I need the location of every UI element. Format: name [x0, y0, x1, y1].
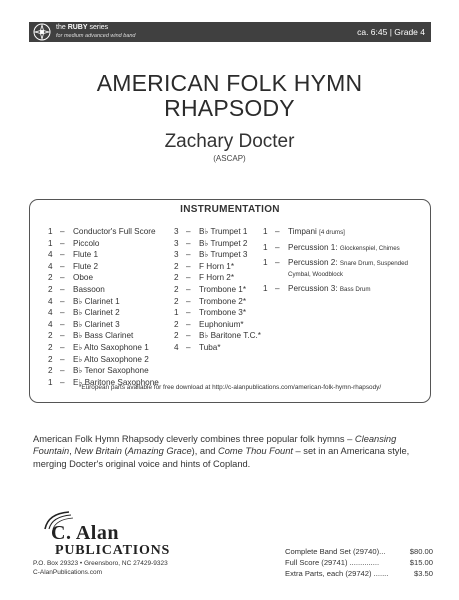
dash-separator: – [60, 261, 65, 271]
instrument-quantity: 1 [48, 377, 53, 387]
instrument-name [199, 284, 246, 296]
dash-separator: – [186, 227, 191, 236]
european-parts-note: *European parts available for free download at http://c-alanpublications.com/american-folk-hymn-rhapsody/ [78, 384, 382, 391]
instrument-quantity: 1 [263, 284, 268, 294]
composer-society: (ASCAP) [213, 154, 246, 163]
dash-separator: – [186, 238, 191, 248]
instrument-name [199, 261, 234, 273]
instrument-name [73, 261, 98, 273]
instrument-label: Piccolo [73, 238, 100, 248]
instrument-quantity: 4 [48, 250, 53, 260]
instrument-detail: Cymbal, Woodblock [288, 271, 343, 279]
instrument-name [199, 272, 234, 284]
instrument-label: Trombone 2* [199, 296, 247, 306]
instrument-label: Flute 1 [73, 250, 99, 260]
duration-grade: ca. 6:45 | Grade 4 [357, 27, 425, 37]
instrument-name [288, 242, 400, 255]
instrumentation-box [29, 199, 431, 403]
hymn-title: Come Thou Fount [218, 446, 293, 457]
instrument-quantity: 3 [174, 250, 179, 260]
price-label: Complete Band Set (29740)... [285, 547, 386, 556]
dash-separator: – [60, 284, 65, 294]
instrument-quantity: 2 [174, 319, 179, 329]
instrument-quantity: 1 [48, 227, 53, 236]
instrument-label: F Horn 2* [199, 273, 235, 283]
instrument-quantity: 2 [174, 331, 179, 341]
instrument-label: B♭ Trumpet 3 [199, 250, 248, 260]
instrument-label: B♭ Trumpet 1 [199, 227, 248, 236]
instrument-detail: Bass Drum [339, 286, 371, 294]
instrument-quantity: 1 [263, 242, 268, 252]
instrument-name [288, 258, 408, 280]
publisher-address: P.O. Box 29323 • Greensboro, NC 27429-9323 [33, 560, 168, 567]
instrument-detail: Snare Drum, Suspended [339, 260, 408, 268]
instrument-name [73, 272, 93, 284]
instrument-quantity: 2 [174, 296, 179, 306]
price-list [285, 546, 433, 579]
instrument-quantity: 3 [174, 238, 179, 248]
instrument-name [73, 284, 105, 296]
dash-separator: – [186, 342, 191, 352]
instrument-quantity: 4 [48, 308, 53, 318]
instrument-label: B♭ Bass Clarinet [73, 331, 134, 341]
instrument-name [199, 307, 246, 319]
dash-separator: – [60, 250, 65, 260]
piece-description: American Folk Hymn Rhapsody cleverly combines three popular folk hymns – Cleansing Fountain, New Britain (Amazing Grace), and Come Thou Fount – set in an Americana style, merging Docter's original voice and hints of Copland. [33, 434, 410, 469]
publisher-name: C. Alan [51, 522, 119, 544]
dash-separator: – [60, 296, 65, 306]
dash-separator: – [186, 331, 191, 341]
instrument-label: B♭ Trumpet 2 [199, 238, 248, 248]
instrument-label: E♭ Baritone Saxophone [73, 377, 159, 387]
instrument-name [73, 365, 149, 377]
instrument-name [73, 238, 99, 250]
price-value: $3.50 [413, 569, 433, 578]
instrument-quantity: 2 [48, 366, 53, 376]
instrument-name [73, 330, 133, 342]
price-row [285, 546, 433, 557]
instrument-name [199, 238, 247, 250]
instrument-name [73, 296, 120, 308]
instrument-quantity: 2 [174, 261, 179, 271]
dash-separator: – [60, 319, 65, 329]
instrument-label: Conductor's Full Score [73, 227, 156, 236]
instrument-name [73, 226, 156, 238]
hymn-title: Cleansing Fountain [33, 434, 397, 457]
dash-separator: – [60, 354, 65, 364]
dash-separator: – [275, 227, 280, 236]
dash-separator: – [186, 250, 191, 260]
dash-separator: – [60, 366, 65, 376]
dash-separator: – [60, 342, 65, 352]
instrument-quantity: 2 [48, 331, 53, 341]
instrument-label: Bassoon [73, 284, 105, 294]
instrument-name [73, 354, 149, 366]
ruby-series-emblem-icon [33, 23, 51, 41]
publisher-subname: PUBLICATIONS [55, 543, 171, 558]
dash-separator: – [60, 238, 65, 248]
instrument-name [288, 283, 371, 296]
instrument-label: Trombone 3* [199, 308, 247, 318]
dash-separator: – [275, 242, 280, 252]
hymn-title: New Britain [74, 446, 122, 457]
instrument-name [288, 226, 345, 239]
instrument-quantity: 4 [48, 261, 53, 271]
instrument-name [199, 249, 247, 261]
instrument-detail: [4 drums] [319, 229, 345, 236]
instrument-label: Percussion 3: [288, 284, 338, 294]
instrument-quantity: 2 [48, 284, 53, 294]
dash-separator: – [186, 261, 191, 271]
series-header-bar [29, 22, 431, 42]
dash-separator: – [60, 273, 65, 283]
price-row [285, 568, 433, 579]
price-label: Extra Parts, each (29742) ....... [285, 569, 389, 578]
instrument-quantity: 2 [174, 273, 179, 283]
instrument-detail: Glockenspiel, Chimes [339, 244, 400, 252]
instrument-quantity: 3 [174, 227, 179, 236]
instrument-name [73, 249, 98, 261]
instrument-label: Trombone 1* [199, 284, 247, 294]
hymn-title: Amazing Grace [127, 446, 192, 457]
instrument-name [199, 330, 261, 342]
dash-separator: – [60, 377, 65, 387]
instrument-label: E♭ Alto Saxophone 2 [73, 354, 149, 364]
publisher-website: C-AlanPublications.com [33, 569, 103, 576]
price-row [285, 557, 433, 568]
instrument-quantity: 4 [48, 296, 53, 306]
publisher-logo [31, 509, 181, 559]
instrument-name [199, 296, 246, 308]
instrument-label: F Horn 1* [199, 261, 235, 271]
instrument-label: B♭ Baritone T.C.* [199, 331, 261, 341]
dash-separator: – [186, 273, 191, 283]
instrument-label: Percussion 2: [288, 258, 338, 268]
price-label: Full Score (29741) .............. [285, 558, 380, 567]
instrument-label: Percussion 1: [288, 242, 338, 252]
instrument-quantity: 2 [48, 342, 53, 352]
instrument-label: B♭ Clarinet 1 [73, 296, 120, 306]
instrument-label: B♭ Clarinet 3 [73, 319, 120, 329]
instrument-quantity: 2 [174, 284, 179, 294]
instrument-quantity: 4 [174, 342, 179, 352]
dash-separator: – [186, 284, 191, 294]
composer-name: Zachary Docter [164, 131, 295, 152]
instrument-label: E♭ Alto Saxophone 1 [73, 342, 149, 352]
instrument-quantity: 1 [263, 258, 268, 268]
instrument-name [199, 319, 244, 331]
dash-separator: – [60, 308, 65, 318]
dash-separator: – [186, 319, 191, 329]
instrument-name [73, 307, 120, 319]
instrument-name [199, 342, 221, 354]
page-title-line-2: RHAPSODY [164, 95, 295, 121]
instrument-label: Oboe [73, 273, 94, 283]
instrument-label: Tuba* [199, 342, 221, 352]
dash-separator: – [186, 296, 191, 306]
dash-separator: – [275, 258, 280, 268]
dash-separator: – [275, 284, 280, 294]
series-subtitle: for medium advanced wind band [56, 33, 136, 39]
instrument-label: B♭ Tenor Saxophone [73, 366, 149, 376]
instrument-label: B♭ Clarinet 2 [73, 308, 120, 318]
dash-separator: – [60, 227, 65, 236]
instrument-quantity: 1 [48, 238, 53, 248]
instrument-quantity: 1 [263, 227, 268, 236]
instrument-label: Euphonium* [199, 319, 244, 329]
instrument-label: Timpani [288, 227, 317, 236]
instrument-name [199, 226, 247, 238]
page-title-line-1: AMERICAN FOLK HYMN [96, 70, 363, 96]
instrument-quantity: 4 [48, 319, 53, 329]
price-value: $15.00 [409, 558, 433, 567]
price-value: $80.00 [409, 547, 433, 556]
dash-separator: – [186, 308, 191, 318]
instrumentation-heading: INSTRUMENTATION [180, 204, 280, 215]
instrument-quantity: 2 [48, 273, 53, 283]
series-name: the RUBY series [56, 24, 109, 31]
instrument-quantity: 2 [48, 354, 53, 364]
instrument-name [73, 342, 149, 354]
dash-separator: – [60, 331, 65, 341]
instrument-quantity: 1 [174, 308, 179, 318]
instrument-name [73, 319, 120, 331]
instrument-label: Flute 2 [73, 261, 99, 271]
